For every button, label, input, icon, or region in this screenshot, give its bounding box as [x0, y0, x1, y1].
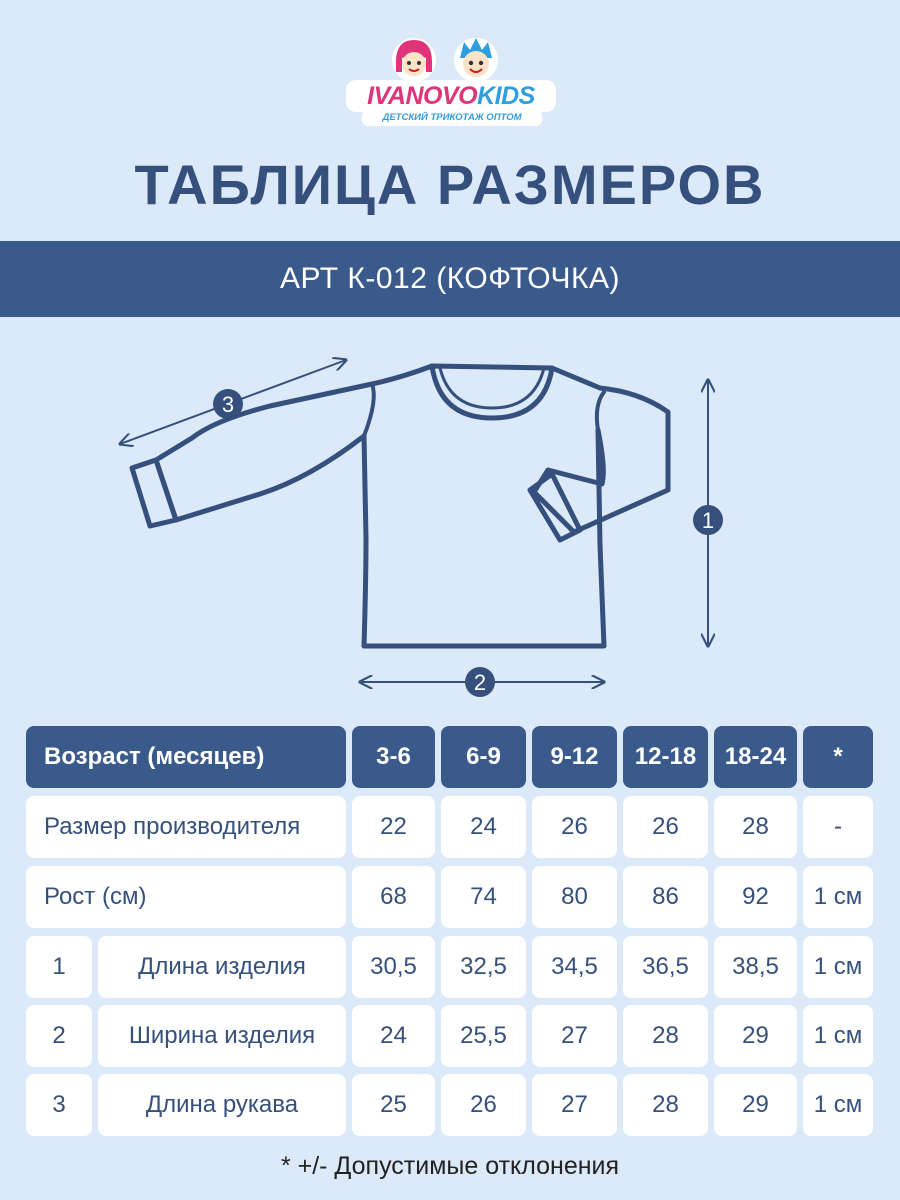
header-col-3-6: 3-6 — [352, 726, 435, 788]
table-cell: 30,5 — [352, 936, 435, 998]
table-cell: 27 — [532, 1074, 617, 1136]
table-cell: 32,5 — [441, 936, 526, 998]
table-cell: 26 — [441, 1074, 526, 1136]
logo-wordmark — [346, 80, 556, 112]
left-cuff — [132, 460, 176, 526]
table-cell: 28 — [714, 796, 797, 858]
row-length-label: Длина изделия — [98, 936, 346, 998]
table-cell: 68 — [352, 866, 435, 928]
row-sleeve-label: Длина рукава — [98, 1074, 346, 1136]
header-age-label: Возраст (месяцев) — [26, 726, 346, 788]
row-manufacturer-size-label: Размер производителя — [26, 796, 346, 858]
marker-2-label: 2 — [473, 670, 487, 695]
table-cell: 1 см — [803, 1074, 873, 1136]
collar-inner — [440, 368, 544, 408]
brand-logo — [340, 30, 560, 130]
table-cell: 28 — [623, 1005, 708, 1067]
table-cell: 28 — [623, 1074, 708, 1136]
table-cell: 29 — [714, 1005, 797, 1067]
table-cell: 24 — [441, 796, 526, 858]
table-cell: 26 — [623, 796, 708, 858]
table-cell: 26 — [532, 796, 617, 858]
header-col-12-18: 12-18 — [623, 726, 708, 788]
row-height-label: Рост (см) — [26, 866, 346, 928]
table-cell: 27 — [532, 1005, 617, 1067]
table-cell: 92 — [714, 866, 797, 928]
table-cell: 38,5 — [714, 936, 797, 998]
marker-1-label: 1 — [701, 508, 715, 533]
page-title: ТАБЛИЦА РАЗМЕРОВ — [134, 153, 766, 216]
table-cell: - — [803, 796, 873, 858]
row-number: 1 — [26, 936, 92, 998]
header-col-9-12: 9-12 — [532, 726, 617, 788]
table-cell: 86 — [623, 866, 708, 928]
table-cell: 1 см — [803, 936, 873, 998]
table-cell: 24 — [352, 1005, 435, 1067]
header-col-6-9: 6-9 — [441, 726, 526, 788]
marker-3-label: 3 — [221, 392, 235, 417]
table-cell: 34,5 — [532, 936, 617, 998]
garment-diagram — [0, 330, 900, 710]
table-cell: 22 — [352, 796, 435, 858]
logo-word-ivanovo: IVANOVO — [367, 82, 478, 110]
row-number: 3 — [26, 1074, 92, 1136]
girl-face-icon — [390, 36, 438, 84]
table-cell: 25,5 — [441, 1005, 526, 1067]
header-col-tolerance: * — [803, 726, 873, 788]
table-cell: 29 — [714, 1074, 797, 1136]
logo-tagline: ДЕТСКИЙ ТРИКОТАЖ ОПТОМ — [362, 110, 542, 126]
table-cell: 25 — [352, 1074, 435, 1136]
table-cell: 36,5 — [623, 936, 708, 998]
table-cell: 1 см — [803, 866, 873, 928]
row-number: 2 — [26, 1005, 92, 1067]
logo-word-kids: KIDS — [477, 82, 535, 110]
table-cell: 80 — [532, 866, 617, 928]
header-col-18-24: 18-24 — [714, 726, 797, 788]
tolerance-footnote: * +/- Допустимые отклонения — [280, 1152, 620, 1180]
table-cell: 1 см — [803, 1005, 873, 1067]
article-banner: АРТ К-012 (КОФТОЧКА) — [0, 241, 900, 317]
boy-face-icon — [452, 36, 500, 84]
table-cell: 74 — [441, 866, 526, 928]
row-width-label: Ширина изделия — [98, 1005, 346, 1067]
